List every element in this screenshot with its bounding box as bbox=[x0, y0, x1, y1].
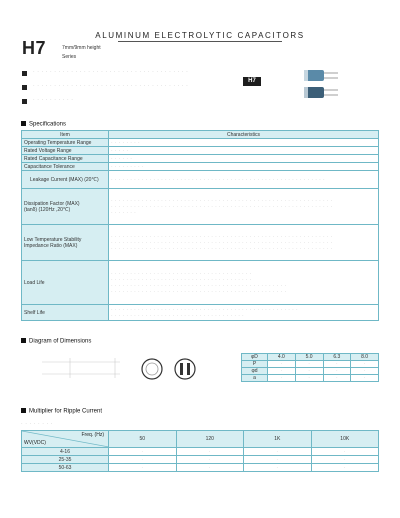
voltage-row-label: 4-16 bbox=[22, 448, 109, 456]
ripple-cell: · bbox=[244, 456, 312, 464]
freq-header: 120 bbox=[176, 431, 244, 448]
voltage-row-label: 50-63 bbox=[22, 464, 109, 472]
ripple-cell: · bbox=[109, 464, 177, 472]
freq-header: 1K bbox=[244, 431, 312, 448]
dim-col-header: 4.0 bbox=[268, 354, 296, 361]
section-square-icon bbox=[21, 338, 26, 343]
ripple-cell: · bbox=[109, 456, 177, 464]
spec-row-label-group bbox=[22, 189, 109, 225]
ripple-cell: · bbox=[176, 456, 244, 464]
dim-cell: · bbox=[268, 368, 296, 375]
specifications-heading bbox=[21, 121, 66, 128]
spec-row-label-group bbox=[22, 225, 109, 261]
ripple-subtext: · · · · · · · · bbox=[21, 421, 54, 427]
spec-row-label: Impedance Ratio (MAX) bbox=[24, 242, 78, 249]
spec-col-characteristics: Characteristics bbox=[109, 131, 379, 139]
capacitor-product-image bbox=[300, 64, 340, 104]
feature-line-2: · · · · · · · · · · · · · · · · · · · · · · · · · · · · · · · · · · · · · bbox=[33, 83, 189, 89]
dimension-drawing bbox=[30, 354, 230, 384]
dimensions-heading bbox=[21, 338, 91, 345]
spec-row-label: Dissipation Factor (MAX) bbox=[24, 200, 80, 207]
dim-cell: · bbox=[323, 368, 351, 375]
spec-row-label: Operating Temperature Range bbox=[22, 139, 109, 147]
section-square-icon bbox=[21, 408, 26, 413]
ripple-table bbox=[21, 430, 379, 472]
dim-row-header: a bbox=[242, 375, 268, 382]
dim-cell: · bbox=[323, 361, 351, 368]
dim-col-header: 5.0 bbox=[295, 354, 323, 361]
dim-cell: · bbox=[351, 368, 379, 375]
spec-row-label: Capacitance Tolerance bbox=[22, 163, 109, 171]
dim-cell: · bbox=[351, 361, 379, 368]
dim-row-header: P bbox=[242, 361, 268, 368]
series-subtitle bbox=[62, 44, 101, 62]
ripple-cell: · bbox=[311, 456, 379, 464]
wv-label: WV(VDC) bbox=[24, 440, 46, 446]
section-square-icon bbox=[21, 121, 26, 126]
spec-row-label: Low Temperature Stability bbox=[24, 236, 82, 243]
spec-row-value: · · · · · · · · · · · · · · · · · · · · · · · · · · · · · · · · · · · · · · · · · · · · · · · · · · · · · · · · · · · · · · · · · · · · · · · · · · · · · · · · · · · · · · · · · · · · · · · · · · · · · · · · · · · · · · · · · · · · · · · · · · · · · · · · · · · · · · · · · · · · · · · · · · · · · · · · · · · · · · · · · · · · · · bbox=[109, 261, 379, 305]
spec-row-value: · · · · · · · · · · · · · · · · · · · · · · · · · · · · · · · · · · · · · · · · · · · · · · · · · · · · · · · · · · · · · · · · · · · · · · · · · · · · · · · · · · · · bbox=[109, 305, 379, 321]
dim-cell: · bbox=[323, 375, 351, 382]
spec-row-label: Shelf Life bbox=[22, 305, 109, 321]
freq-label: Freq. (Hz) bbox=[81, 432, 104, 438]
feature-bullet-icon bbox=[22, 85, 27, 90]
dim-cell: · bbox=[268, 375, 296, 382]
spec-row-value: · · · · · · bbox=[109, 155, 379, 163]
dimensions-table bbox=[241, 353, 379, 382]
dim-cell: · bbox=[295, 375, 323, 382]
spec-row-label: Load Life bbox=[22, 261, 109, 305]
ripple-heading bbox=[21, 408, 102, 415]
feature-line-1: · · · · · · · · · · · · · · · · · · · · · · · · · · · · · · · · · · · · · bbox=[33, 69, 189, 75]
dim-row-header: φD bbox=[242, 354, 268, 361]
dimensions-heading-label: Diagram of Dimensions bbox=[29, 338, 92, 345]
dim-col-header: 6.3 bbox=[323, 354, 351, 361]
series-subtitle-line-1: 7mm/9mm height bbox=[62, 45, 101, 51]
ripple-cell: · bbox=[244, 464, 312, 472]
feature-bullet-icon bbox=[22, 71, 27, 76]
feature-line-3: · · · · · · · · · · bbox=[33, 97, 74, 103]
dim-row-header: φd bbox=[242, 368, 268, 375]
ripple-heading-label: Multiplier for Ripple Current bbox=[29, 408, 103, 415]
spec-row-value: · · · · · · · · · bbox=[109, 163, 379, 171]
series-badge: H7 bbox=[243, 77, 261, 86]
series-subtitle-line-2: Series bbox=[62, 54, 77, 60]
dim-col-header: 8.0 bbox=[351, 354, 379, 361]
spec-row-value: · · · · · bbox=[109, 147, 379, 155]
spec-row-label: Rated Voltage Range bbox=[22, 147, 109, 155]
ripple-cell: · bbox=[109, 448, 177, 456]
spec-row-value: · · · · · · · · · · · · · · · · · · · · · · · · · · · · · · · · · · · · · · · · · · · · · · · · · · · · · · · · · · · · · · · · · · · · · · · · · · · · · · · · · · · · · · · · · · · · · · · · · · · · · · · · · · · · · · · · · · · · · · · · · · · bbox=[109, 189, 379, 225]
feature-bullet-icon bbox=[22, 99, 27, 104]
dim-cell: · bbox=[295, 368, 323, 375]
dim-cell: · bbox=[268, 361, 296, 368]
ripple-cell: · bbox=[311, 464, 379, 472]
freq-header: 10K bbox=[311, 431, 379, 448]
spec-row-label: Leakage Current (MAX) (20℃) bbox=[22, 171, 109, 189]
specifications-heading-label: Specifications bbox=[29, 121, 67, 128]
dim-cell: · bbox=[295, 361, 323, 368]
ripple-cell: · bbox=[311, 448, 379, 456]
title-underline bbox=[118, 41, 282, 42]
document-title: ALUMINUM ELECTROLYTIC CAPACITORS bbox=[95, 31, 305, 40]
ripple-corner-header bbox=[22, 431, 109, 448]
spec-row-value: · · · · · · · · · · · · · · · · · · · · · · · · · · · · · · · · · · · · · · · · · · · · · · · · · · · · · · · · bbox=[109, 171, 379, 189]
voltage-row-label: 25-35 bbox=[22, 456, 109, 464]
dim-cell: · bbox=[351, 375, 379, 382]
spec-row-label: Rated Capacitance Range bbox=[22, 155, 109, 163]
spec-row-value: · · · · · · · · bbox=[109, 139, 379, 147]
spec-row-label: (tanδ) (120Hz ,20℃) bbox=[24, 206, 71, 213]
freq-header: 50 bbox=[109, 431, 177, 448]
ripple-cell: · bbox=[244, 448, 312, 456]
spec-col-item: Item bbox=[22, 131, 109, 139]
ripple-cell: · bbox=[176, 448, 244, 456]
ripple-cell: · bbox=[176, 464, 244, 472]
spec-row-value: · · · · · · · · · · · · · · · · · · · · · · · · · · · · · · · · · · · · · · · · · · · · · · · · · · · · · · · · · · · · · · · · · · · · · · · · · · · · · · · · · · · · · · · · · · · · · · · · · · · · · · · · · · · · · · · · · · · · · · · · · · · · · · · · · · · · · · · · · · · · · · · · · · · · · · · · · · · · · · · · · · · · · · · · · · · · · · bbox=[109, 225, 379, 261]
specifications-table bbox=[21, 130, 379, 321]
series-code: H7 bbox=[22, 38, 47, 58]
